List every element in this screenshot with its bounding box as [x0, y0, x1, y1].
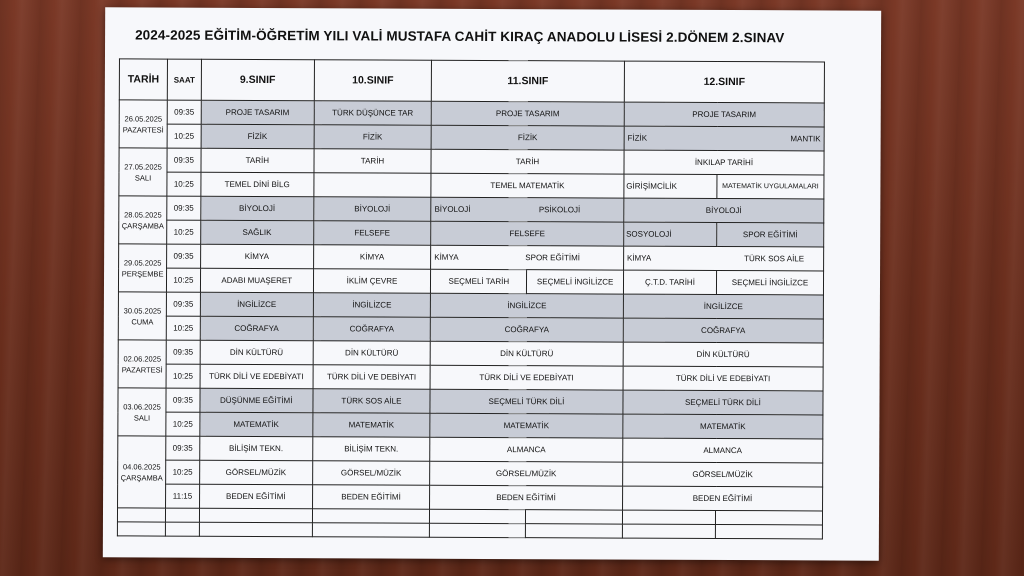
header-12-sinif: 12.SINIF — [624, 61, 824, 103]
date-cell: 27.05.2025 SALI — [119, 148, 167, 196]
time-cell: 10:25 — [167, 268, 201, 292]
date-cell: 28.05.2025 ÇARŞAMBA — [119, 196, 167, 244]
exam-cell: DİN KÜLTÜRÜ — [200, 340, 313, 364]
exam-cell: KİMYA — [313, 245, 430, 270]
exam-cell: BEDEN EĞİTİMİ — [312, 485, 429, 510]
table-row — [118, 364, 823, 391]
exam-cell: SEÇMELİ İNGİLİZCE — [527, 270, 623, 294]
table-row — [119, 100, 824, 127]
table-row — [118, 412, 823, 439]
table-row — [118, 292, 823, 319]
exam-cell: SPOR EĞİTİMİ — [717, 222, 824, 246]
exam-cell-pair: KİMYA TÜRK SOS AİLE — [623, 246, 823, 271]
exam-cell: İNGİLİZCE — [430, 293, 623, 318]
exam-cell: COĞRAFYA — [430, 317, 623, 342]
exam-cell: COĞRAFYA — [313, 317, 430, 342]
exam-cell: TÜRK DİLİ VE DEBİYATI — [313, 365, 430, 390]
exam-cell: BİYOLOJİ — [314, 197, 431, 222]
table-row — [119, 124, 824, 151]
time-cell: 09:35 — [167, 148, 201, 172]
date-cell: 29.05.2025 PERŞEMBE — [118, 244, 166, 292]
table-row — [118, 484, 823, 511]
exam-cell: ALMANCA — [430, 437, 623, 462]
exam-cell: PROJE TASARIM — [201, 100, 314, 124]
exam-cell: TÜRK SOS AİLE — [313, 389, 430, 414]
time-cell: 09:35 — [166, 388, 200, 412]
exam-cell: TEMEL DİNİ BİLG — [201, 172, 314, 196]
exam-cell: MATEMATİK — [200, 412, 313, 436]
time-cell: 09:35 — [167, 196, 201, 220]
time-cell: 09:35 — [166, 340, 200, 364]
exam-cell-pair: FİZİK MANTIK — [624, 126, 824, 151]
table-row — [118, 316, 823, 343]
exam-cell: FİZİK — [201, 124, 314, 148]
exam-cell: COĞRAFYA — [200, 316, 313, 340]
exam-cell: DİN KÜLTÜRÜ — [313, 341, 430, 366]
exam-cell: TÜRK DİLİ VE EDEBİYATI — [623, 366, 823, 391]
exam-cell: İNGİLİZCE — [313, 293, 430, 318]
exam-cell: İKLİM ÇEVRE — [313, 269, 430, 294]
exam-cell: TÜRK DİLİ VE EDEBİYATI — [200, 364, 313, 388]
time-cell: 10:25 — [167, 124, 201, 148]
exam-cell: BEDEN EĞİTİMİ — [199, 484, 312, 508]
exam-cell: FELSEFE — [313, 221, 430, 246]
exam-cell: Ç.T.D. TARİHİ — [623, 270, 716, 294]
date-cell: 03.06.2025 SALI — [118, 388, 166, 436]
exam-cell: GÖRSEL/MÜZİK — [430, 461, 623, 486]
exam-cell: BEDEN EĞİTİMİ — [622, 486, 822, 511]
table-row — [119, 244, 824, 271]
exam-cell: DÜŞÜNME EĞİTİMİ — [200, 388, 313, 412]
exam-cell: BEDEN EĞİTİMİ — [430, 485, 623, 510]
exam-cell: MATEMATİK — [313, 413, 430, 438]
exam-cell: FİZİK — [314, 125, 431, 150]
exam-cell: FELSEFE — [431, 221, 624, 246]
table-row — [119, 172, 824, 199]
exam-cell: BİYOLOJİ — [200, 196, 313, 220]
date-cell: 30.05.2025 CUMA — [118, 292, 166, 340]
exam-cell: GÖRSEL/MÜZİK — [312, 461, 429, 486]
exam-cell: TÜRK DÜŞÜNCE TAR — [314, 101, 431, 126]
table-row — [118, 268, 823, 295]
exam-cell-pair: KİMYA SPOR EĞİTİMİ — [431, 245, 624, 270]
exam-cell: KİMYA — [200, 244, 313, 268]
table-row — [118, 460, 823, 487]
exam-cell: İNGİLİZCE — [200, 292, 313, 316]
exam-cell: COĞRAFYA — [623, 318, 823, 343]
exam-cell: SEÇMELİ TÜRK DİLİ — [430, 389, 623, 414]
time-cell: 10:25 — [166, 412, 200, 436]
exam-cell: TARİH — [431, 149, 624, 174]
exam-schedule-table — [117, 58, 825, 539]
time-cell: 10:25 — [167, 172, 201, 196]
exam-cell: PROJE TASARIM — [624, 102, 824, 127]
header-11-sinif: 11.SINIF — [431, 60, 624, 102]
exam-cell: GÖRSEL/MÜZİK — [199, 460, 312, 484]
table-row — [118, 340, 823, 367]
time-cell: 09:35 — [167, 292, 201, 316]
time-cell: 10:25 — [166, 364, 200, 388]
exam-cell: BİYOLOJİ — [624, 198, 824, 223]
table-row — [118, 388, 823, 415]
header-tarih: TARİH — [119, 59, 167, 100]
date-cell: 04.06.2025 ÇARŞAMBA — [118, 436, 166, 508]
exam-cell: İNGİLİZCE — [623, 294, 823, 319]
exam-cell: PROJE TASARIM — [431, 101, 624, 126]
time-cell: 09:35 — [166, 436, 200, 460]
exam-cell: TEMEL MATEMATİK — [431, 173, 624, 198]
empty-row — [117, 522, 822, 539]
exam-cell: DİN KÜLTÜRÜ — [623, 342, 823, 367]
exam-cell: ALMANCA — [623, 438, 823, 463]
time-cell: 10:25 — [166, 460, 200, 484]
table-row — [119, 220, 824, 247]
exam-cell: İNKILAP TARİHİ — [624, 150, 824, 175]
page-title: 2024-2025 EĞİTİM-ÖĞRETİM YILI VALİ MUSTAFA CAHİT KIRAÇ ANADOLU LİSESİ 2.DÖNEM 2.SINAV — [135, 27, 785, 46]
exam-cell-pair: BİYOLOJİ PSİKOLOJİ — [431, 197, 624, 222]
exam-cell: SEÇMELİ TÜRK DİLİ — [623, 390, 823, 415]
time-cell: 11:15 — [166, 484, 200, 508]
time-cell: 10:25 — [166, 316, 200, 340]
header-10-sinif: 10.SINIF — [314, 60, 431, 102]
exam-cell: BİLİŞİM TEKN. — [313, 437, 430, 462]
exam-cell: MATEMATİK — [430, 413, 623, 438]
exam-cell: MATEMATİK — [623, 414, 823, 439]
time-cell: 09:35 — [167, 244, 201, 268]
exam-cell: SEÇMELİ İNGİLİZCE — [717, 270, 824, 294]
exam-cell: TÜRK DİLİ VE EDEBİYATI — [430, 365, 623, 390]
exam-cell: MATEMATİK UYGULAMALARI — [717, 174, 824, 198]
exam-cell: SEÇMELİ TARİH — [431, 269, 527, 293]
exam-cell: SOSYOLOJİ — [624, 222, 717, 246]
exam-schedule-sheet — [103, 7, 881, 560]
exam-cell: ADABI MUAŞERET — [200, 268, 313, 292]
exam-cell — [314, 173, 431, 198]
date-cell: 02.06.2025 PAZARTESİ — [118, 340, 166, 388]
header-9-sinif: 9.SINIF — [201, 59, 314, 100]
exam-cell: FİZİK — [431, 125, 624, 150]
table-row — [118, 436, 823, 463]
time-cell: 10:25 — [167, 220, 201, 244]
time-cell: 09:35 — [167, 100, 201, 124]
exam-cell: TARİH — [314, 149, 431, 174]
exam-cell: SAĞLIK — [200, 220, 313, 244]
date-cell: 26.05.2025 PAZARTESİ — [119, 100, 167, 148]
exam-cell: BİLİŞİM TEKN. — [199, 436, 312, 460]
exam-cell: TARİH — [201, 148, 314, 172]
table-row — [119, 148, 824, 175]
exam-cell: GÖRSEL/MÜZİK — [622, 462, 822, 487]
exam-cell: DİN KÜLTÜRÜ — [430, 341, 623, 366]
header-saat: SAAT — [167, 59, 201, 100]
exam-cell: GİRİŞİMCİLİK — [624, 174, 717, 198]
table-row — [119, 196, 824, 223]
